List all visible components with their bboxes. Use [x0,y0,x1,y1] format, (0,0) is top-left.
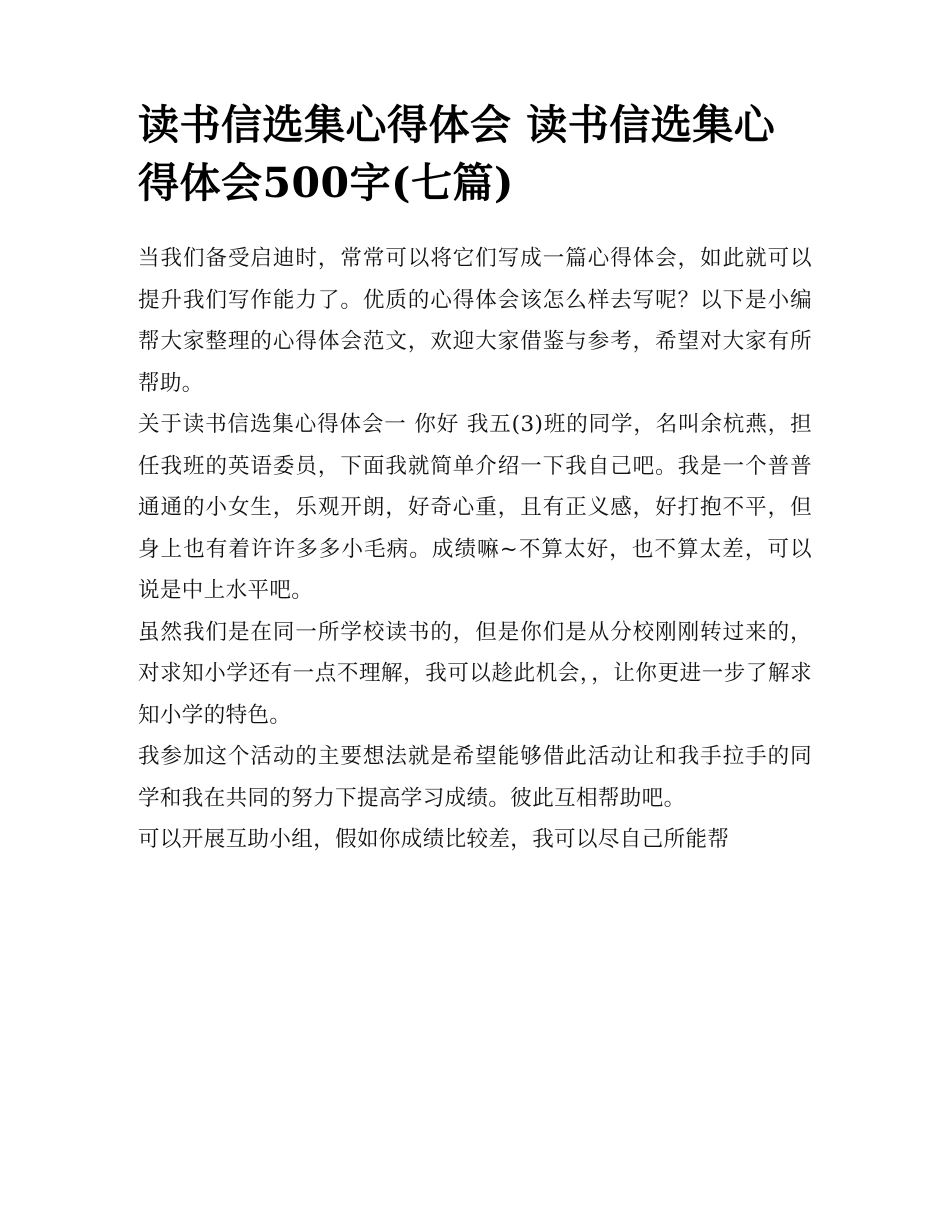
paragraph: 我参加这个活动的主要想法就是希望能够借此活动让和我手拉手的同学和我在共同的努力下提高学习成绩。彼此互相帮助吧。 [138,744,812,811]
paragraph: 当我们备受启迪时，常常可以将它们写成一篇心得体会，如此就可以提升我们写作能力了。优质的心得体会该怎么样去写呢？以下是小编帮大家整理的心得体会范文，欢迎大家借鉴与参考，希望对大家有所帮助。 [138,246,812,396]
paragraph: 关于读书信选集心得体会一 你好 我五(3)班的同学，名叫余杭燕，担任我班的英语委员，下面我就简单介绍一下我自己吧。我是一个普普通通的小女生，乐观开朗，好奇心重，且有正义感，好打抱不平，但身上也有着许许多多小毛病。成绩嘛~不算太好，也不算太差，可以说是中上水平吧。 [138,412,812,604]
document-body [138,238,812,860]
paragraph: 虽然我们是在同一所学校读书的，但是你们是从分校刚刚转过来的，对求知小学还有一点不理解，我可以趁此机会，，让你更进一步了解求知小学的特色。 [138,619,812,728]
page-title: 读书信选集心得体会 读书信选集心得体会500字(七篇) [138,101,776,208]
paragraph: 可以开展互助小组，假如你成绩比较差，我可以尽自己所能帮 [138,827,730,853]
